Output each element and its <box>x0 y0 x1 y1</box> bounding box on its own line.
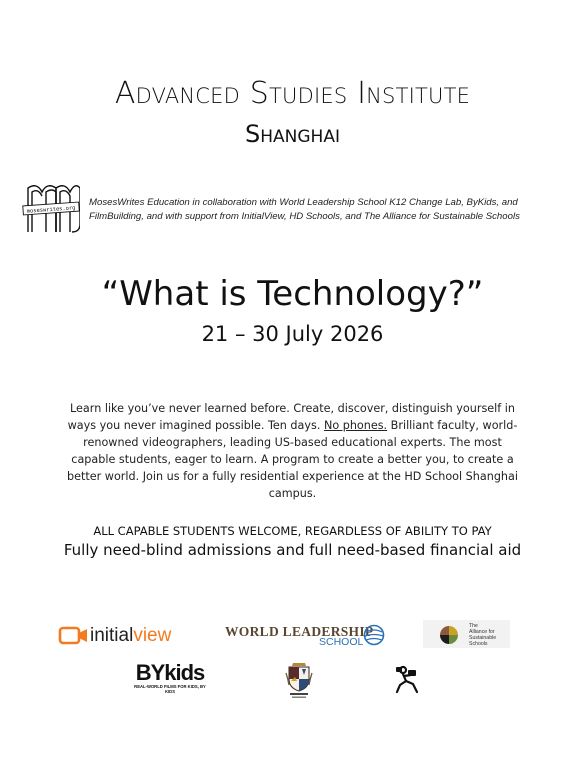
wls-name: WORLD LEADERSHIP <box>225 624 374 639</box>
collaboration-statement <box>89 196 559 224</box>
welcome-statement: ALL CAPABLE STUDENTS WELCOME, REGARDLESS OF ABILITY TO PAY <box>93 524 492 538</box>
location-subtitle: Shanghai <box>245 120 340 148</box>
bykids-tagline: REAL-WORLD FILMS FOR KIDS, BY KIDS <box>134 684 206 694</box>
hd-schools-crest-icon <box>285 661 313 699</box>
alliance-text-1: The <box>469 623 478 629</box>
collaboration-line-1: MosesWrites Education in collaboration with World Leadership School K12 Change Lab, ByKids, and <box>89 197 518 208</box>
program-description <box>65 400 520 502</box>
no-phones-text: No phones. <box>323 419 388 432</box>
institute-title: Advanced Studies Institute <box>114 76 471 111</box>
alliance-sustainable-schools-logo <box>423 620 510 648</box>
description-part-2: Brilliant faculty, world-renowned videographers, leading US-based educational experts. The most capable students, eager to learn. A program to create a better you, to create a better world. Join us for a fully residential experience at the HD School Shanghai campus. <box>67 419 518 500</box>
program-dates: 21 – 30 July 2026 <box>201 322 384 346</box>
wls-school: SCHOOL <box>319 636 364 648</box>
camera-icon <box>58 625 90 647</box>
bykids-name: BYkids <box>135 660 205 685</box>
program-headline: “What is Technology?” <box>101 274 484 314</box>
initialview-prefix: initial <box>90 625 134 646</box>
collaboration-line-2: FilmBuilding, and with support from InitialView, HD Schools, and The Alliance for Sustainable Schools <box>89 211 520 222</box>
bykids-logo <box>131 662 209 694</box>
world-leadership-school-logo <box>225 624 385 650</box>
initialview-suffix: view <box>133 625 172 646</box>
logo-wordmark: moseswrites.org <box>26 205 76 215</box>
alliance-text-3: Sustainable <box>469 635 497 641</box>
quadrant-icon <box>439 625 459 645</box>
moseswrites-logo-icon <box>22 180 80 238</box>
financial-aid-statement: Fully need-blind admissions and full need-based financial aid <box>63 541 522 559</box>
videographer-icon <box>392 664 422 694</box>
globe-icon <box>363 624 385 646</box>
description-part-1: Learn like you’ve never learned before. Create, discover, distinguish yourself in ways you never imagined possible. Ten days. <box>67 402 515 432</box>
alliance-text-2: Alliance for <box>469 629 495 635</box>
initialview-logo <box>58 624 193 648</box>
alliance-text-4: Schools <box>469 641 488 647</box>
